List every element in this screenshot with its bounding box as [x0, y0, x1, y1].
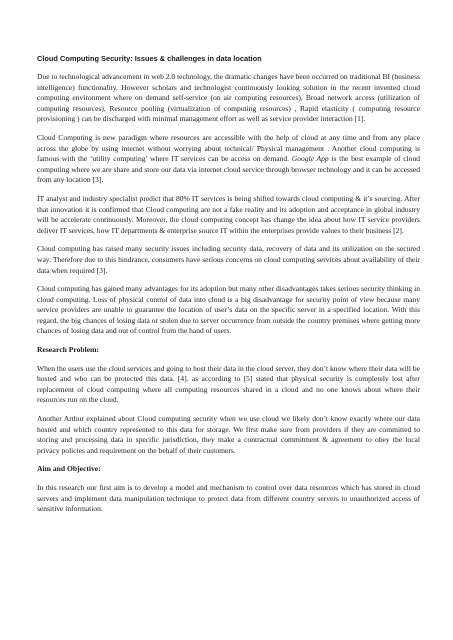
document-body [37, 54, 420, 523]
paragraph-it-analyst: IT analyst and industry specialist predict that 80% IT services is being shifted towards cloud computing & it’s sourcing. After that innovation it is confirmed that Cloud computing are not a fake reality and its adoption and acceptance in global industry will be accelerate continuously. Moreover, the cloud computing concept has change the idea about how IT service providers deliver IT services, how IT departments & enterprise source IT within the enterprises provide values to their business [2]. [37, 193, 420, 235]
paragraph-cloud-paradigm [37, 133, 420, 186]
heading-research-problem: Research Problem: [37, 345, 99, 355]
paragraph-text: is the best example of cloud computing where we are share and store our data via internet cloud service through browser technology and it can be accessed from any location [3]. [37, 154, 420, 185]
paragraph-intro: Due to technological advancement in web 2.0 technology, the dramatic changes have been occurred on traditional BI (business intelligence) functionality. However scholars and technologist continuously looking solution in the recent invented cloud computing environment where on demand self-service (on air computing resources), Broad network access (utilization of computing resources), Resource pooling (virtualization of computing resources) , Rapid elasticity ( computing resource provisioning ) can be discharged with minimal management effort as well as service provider interaction [1]. [37, 72, 420, 124]
paragraph-disadvantages: Cloud computing has gained many advantages for its adoption but many other disadvantages takes serious security thinking in cloud computing. Loss of physical control of data into cloud is a big disadvantage for security point of view because many service providers are unable to guarantee the location of user’s data on the specific server in a specified location. With this regard, the big chances of losing data or stolen due to server occurrence from outside the country premises where getting more chances of losing data and out of control from the hand of users. [37, 284, 420, 336]
paragraph-text: Cloud Computing is new paradigm where resources are accessible with the help of cloud at any time and from any place across the globe by using internet without worrying about technical/ Physical management . Another cloud computing is famous with the ‘utility computing’ where IT services can be access on demand. [37, 132, 420, 164]
paragraph-security-issues: Cloud computing has raised many security issues including security data, recovery of data and its utilization on the secured way. Therefore due to this hindrance, consumers have serious concerns on cloud computing services about availability of their data when required [3]. [37, 244, 420, 275]
paragraph-aim: In this research our first aim is to develop a model and mechanism to control over data resources which has stored in cloud servers and implement data manipulation technique to protect data from different country servers to unauthorized access of sensitive information. [37, 483, 420, 514]
paragraph-research-problem: When the users use the cloud services and going to host their data in the cloud server, they don’t know where their data will be hosted and who can be protected this data. [4]. as according to [5] stated that physical security is completely lost after replacement of cloud computing where all computing resources shared in a cloud and no one knows about where their resources run on the cloud. [37, 363, 420, 405]
paragraph-another-author: Another Arthur explained about Cloud computing security when we use cloud we likely don’t know exactly where our data hosted and which country represented to this data for storage. We first make sure from providers if they are committed to storing and processing data in specific jurisdiction, they make a contractual commitment & agreement to obey the local privacy policies and requirement on the behalf of their customers. [37, 414, 420, 455]
document-title: Cloud Computing Security: Issues & challenges in data location [37, 54, 262, 63]
heading-aim-objective: Aim and Objective: [37, 464, 101, 474]
google-app-emphasis: Google App [291, 154, 329, 164]
